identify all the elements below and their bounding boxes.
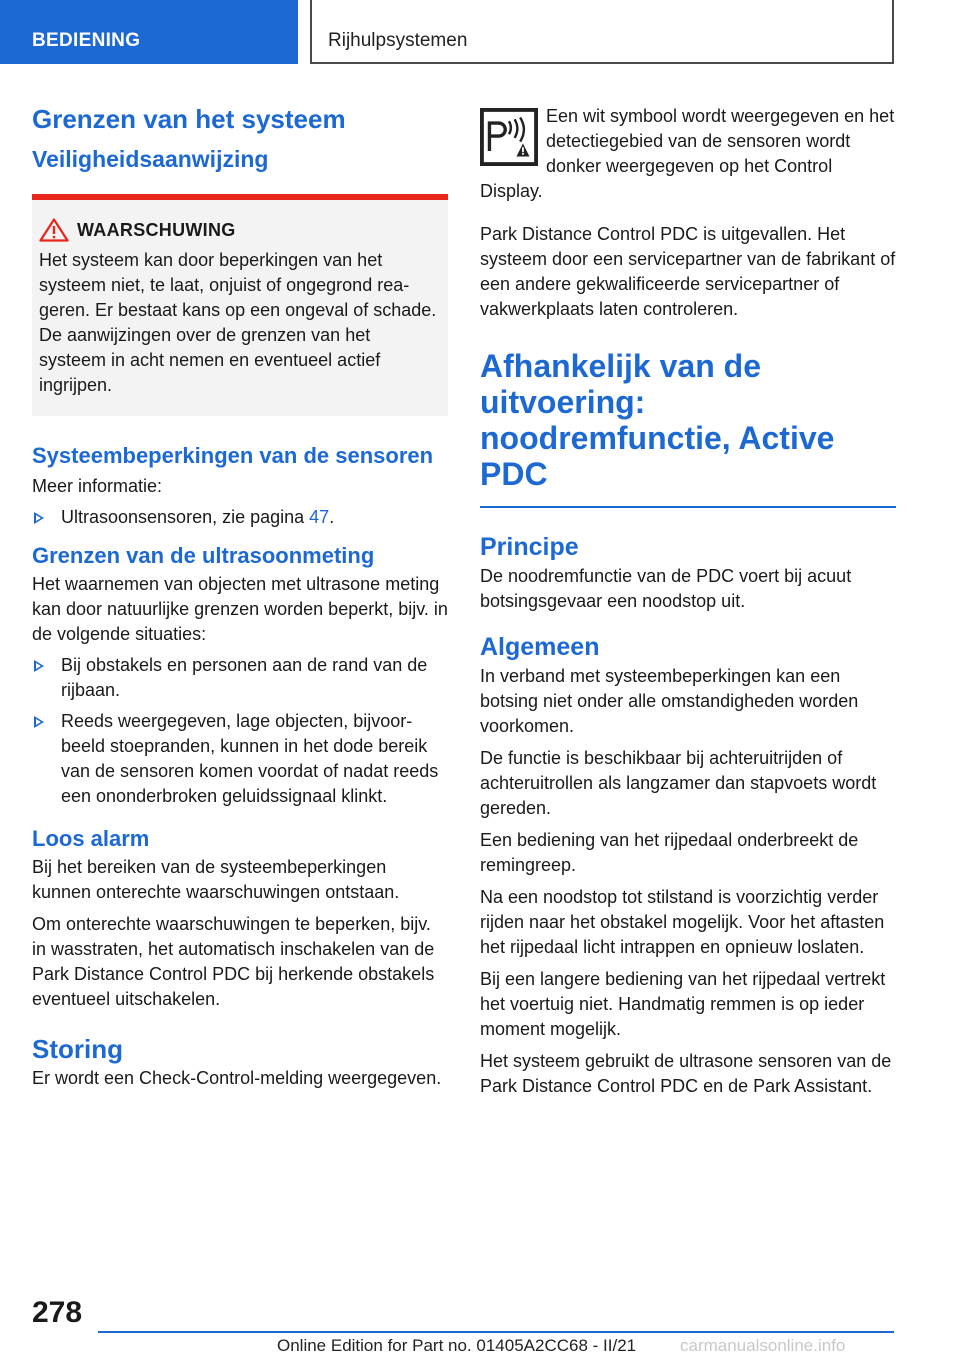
principle-text: De noodremfunctie van de PDC voert bij acuut botsingsgevaar een noodstop uit. [480,566,852,611]
list-item-end: . [329,507,335,527]
false-alarm-heading: Loos alarm [32,826,150,851]
park-distance-control-icon [480,108,538,166]
header-section-label: BEDIENING [32,30,141,51]
sensor-limits-list [32,505,448,530]
triangle-bullet-icon [34,512,44,524]
ultrasonic-text: Het waarnemen van objecten met ultrasone meting kan door natuurlijke grenzen worden beperkt, bijv. in de volgende situaties: [32,574,448,644]
warning-text: Het systeem kan door beperkingen van het systeem niet, te laat, onjuist of ongegrond reageren. Er bestaat kans op een ongeval of schade. De aanwijzingen over de grenzen van het systeem in acht nemen en eventueel actief ingrijpen. [39,250,437,395]
header-chapter-tab [310,0,894,64]
page-number: 278 [32,1296,83,1329]
symbol-text: Een wit symbool wordt weergegeven en het detectiegebied van de sensoren wordt donker weergegeven op het Control Display. [480,106,895,201]
list-item-text: Ultrasoonsensoren, zie pagina [61,507,310,527]
malfunction-heading: Storing [32,1034,123,1064]
page-link[interactable]: 47 [309,507,330,527]
failure-text: Park Distance Control PDC is uitgevallen. Het systeem door een servicepartner van de fabrikant of een andere gekwalificeerde servicepartner of vakwerkplaats laten controleren. [480,224,896,319]
malfunction-text: Er wordt een Check-Control-melding weergegeven. [32,1068,442,1088]
false-alarm-text-2: Om onterechte waarschuwingen te beperken, bijv. in wasstraten, het automatisch inschakelen van de Park Distance Control PDC bij herkende obstakels eventueel uitschakelen. [32,914,435,1009]
section-divider [480,506,896,508]
watermark: carmanualsonline.info [680,1336,846,1355]
ultrasonic-heading: Grenzen van de ultrasoonmeting [32,543,375,568]
general-text-2: De functie is beschikbaar bij achteruitrijden of achteruitrollen als langzamer dan stapvoets wordt gereden. [480,748,877,818]
left-column [32,100,448,1091]
general-text-4: Na een noodstop tot stilstand is voorzichtig verder rijden naar het obstakel mogelijk. Voor het aftasten het rijpedaal licht intrappen en opnieuw loslaten. [480,887,885,957]
sensor-limits-heading: Systeembeperkingen van de sensoren [32,443,434,468]
sensor-limits-intro: Meer informatie: [32,476,163,496]
list-item [32,505,448,530]
warning-triangle-icon [39,218,69,242]
warning-label: WAARSCHUWING [77,219,236,240]
list-item [32,653,448,703]
list-item [32,709,448,809]
principle-heading: Principe [480,533,579,561]
footer-divider [98,1331,894,1333]
header-chapter-label: Rijhulpsystemen [328,30,468,51]
general-text-5: Bij een langere bediening van het rijpedaal vertrekt het voertuig niet. Handmatig remmen is op ieder moment mogelijk. [480,969,886,1039]
right-column [480,104,896,1099]
edition-text: Online Edition for Part no. 01405A2CC68 - II/21 [277,1336,637,1355]
triangle-bullet-icon [34,716,44,728]
symbol-section [480,104,896,204]
general-text-3: Een bediening van het rijpedaal onderbreekt de remingreep. [480,830,859,875]
warning-header [39,218,438,242]
general-text-6: Het systeem gebruikt de ultrasone sensoren van de Park Distance Control PDC en de Park Assistant. [480,1051,892,1096]
page-title: Grenzen van het systeem [32,104,346,134]
triangle-bullet-icon [34,660,44,672]
ultrasonic-list [32,653,448,809]
list-item-text: Bij obstakels en personen aan de rand van de rijbaan. [61,655,428,700]
safety-heading: Veiligheidsaanwijzing [32,146,269,172]
general-heading: Algemeen [480,633,600,661]
list-item-text: Reeds weergegeven, lage objecten, bijvoorbeeld stoepranden, kunnen in het dode bereik van de sensoren komen voordat of nadat reeds een ononderbroken geluidssignaal klinkt. [61,711,439,806]
warning-box [32,194,448,416]
false-alarm-text-1: Bij het bereiken van de systeembeperkingen kunnen onterechte waarschuwingen ontstaan. [32,857,400,902]
general-text-1: In verband met systeembeperkingen kan een botsing niet onder alle omstandigheden worden voorkomen. [480,666,859,736]
emergency-brake-heading: Afhankelijk van de uitvoering: noodremfunctie, Active PDC [480,348,835,492]
header-section-tab [0,0,298,64]
